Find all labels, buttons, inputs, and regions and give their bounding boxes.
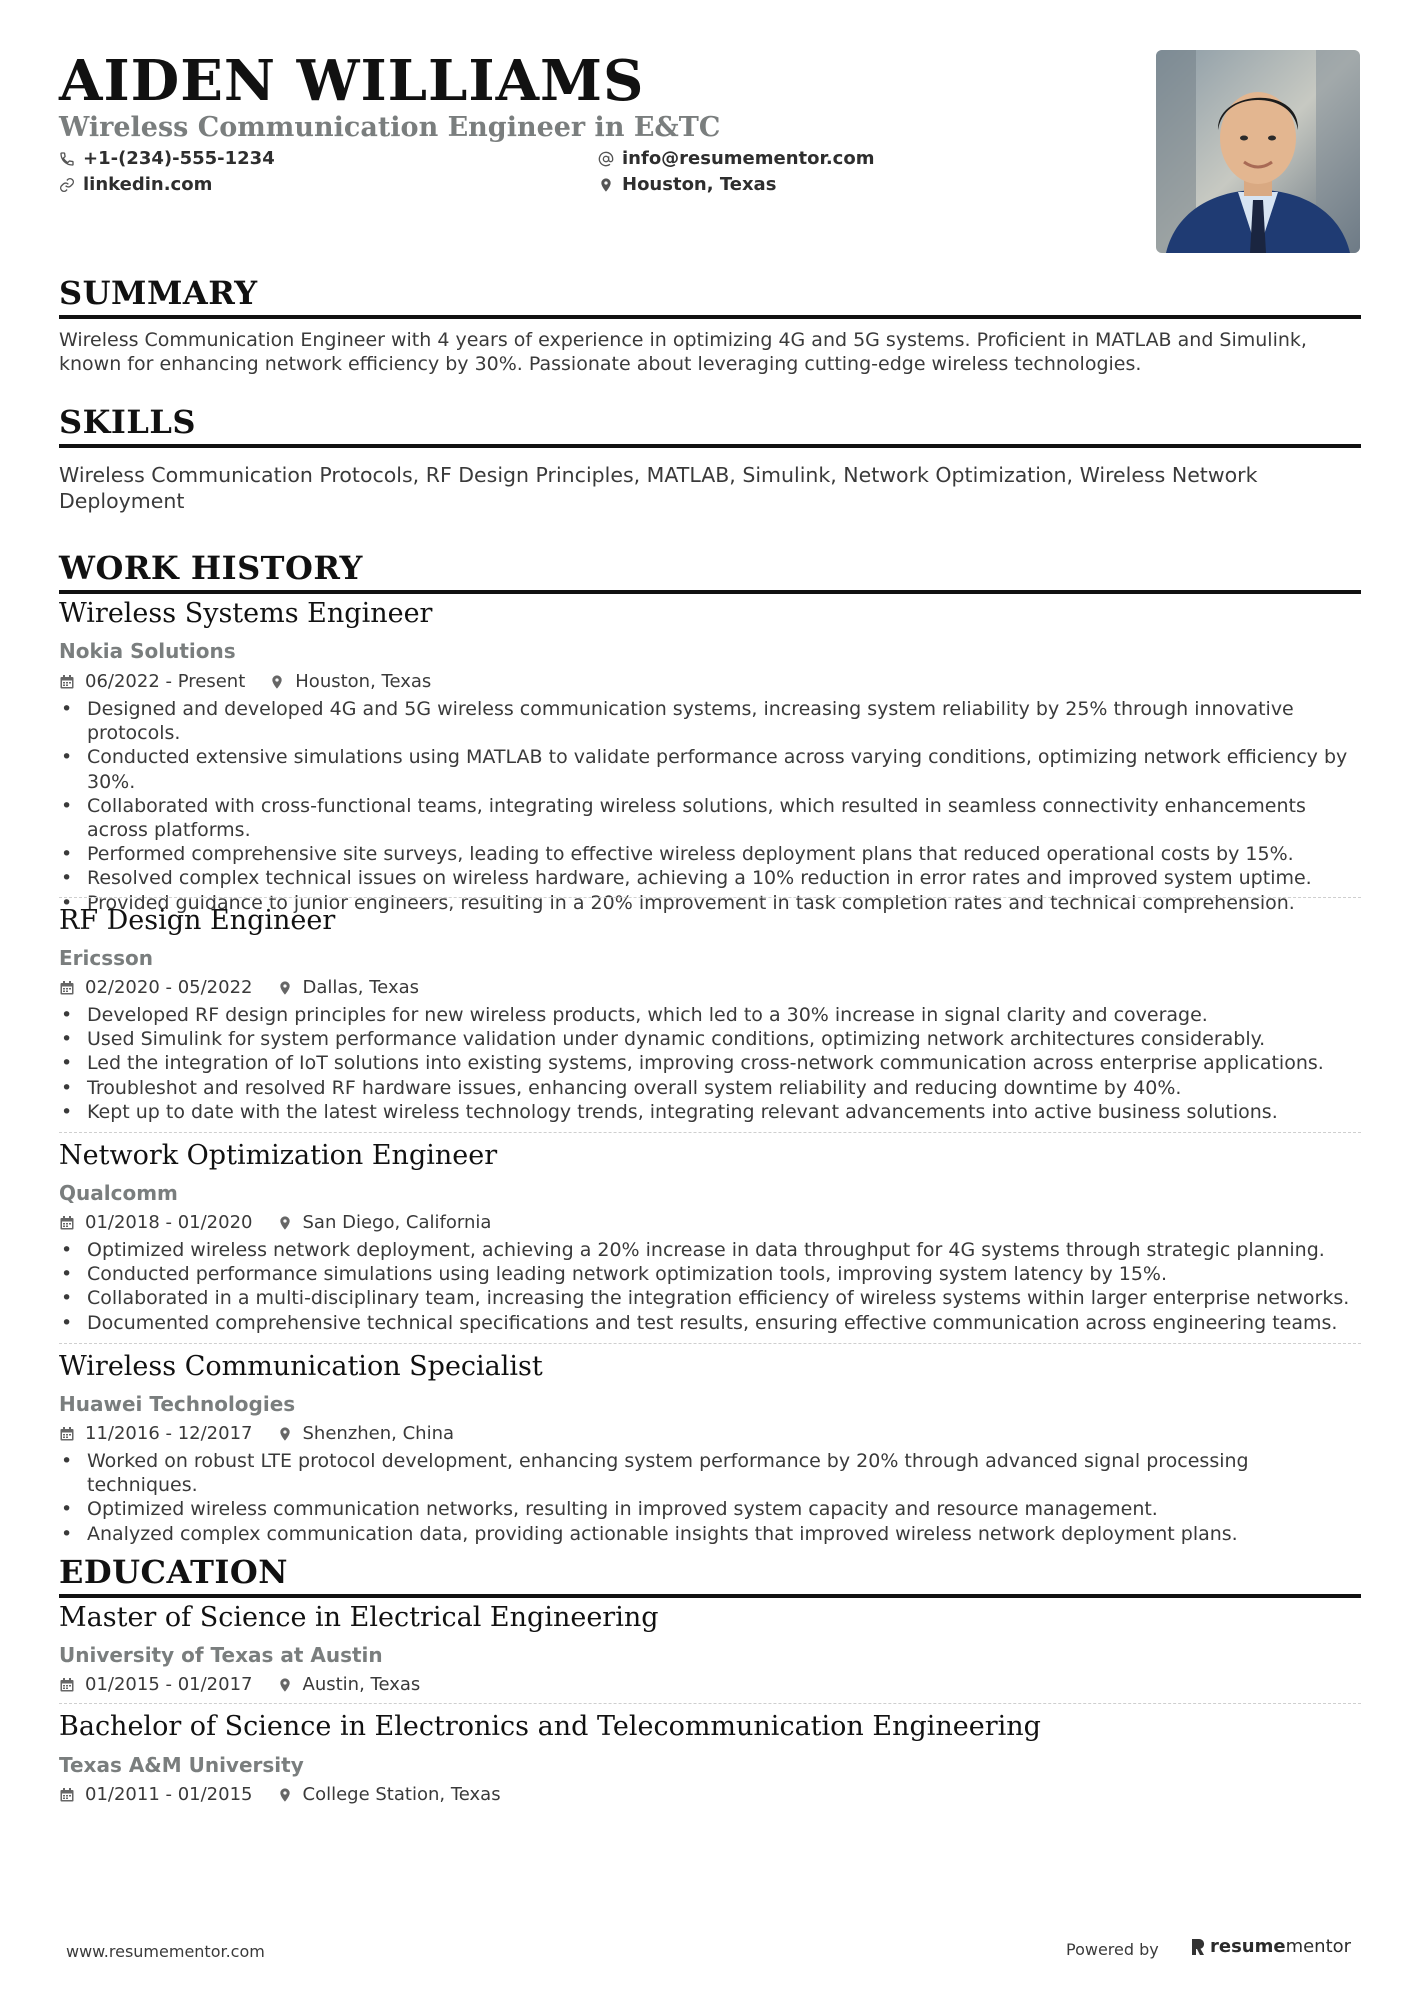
divider [59,1132,1361,1133]
job-meta [59,1422,454,1446]
at-icon [598,151,614,167]
list-item: • Led the integration of IoT solutions into existing systems, improving cross-network communication across enterprise applications. [59,1051,1361,1075]
job-dates: 01/2018 - 01/2020 [85,1212,253,1233]
footer-website[interactable]: www.resumementor.com [66,1942,265,1961]
list-item: • Collaborated in a multi-disciplinary team, increasing the integration efficiency of wireless systems within larger enterprise networks. [59,1286,1361,1310]
divider [59,897,1361,898]
skills-heading: SKILLS [59,402,1361,448]
list-item: • Worked on robust LTE protocol development, enhancing system performance by 20% through advanced signal processing techniques. [59,1449,1361,1497]
list-item: • Optimized wireless communication networks, resulting in improved system capacity and resource management. [59,1497,1361,1521]
list-item: • Conducted performance simulations using leading network optimization tools, improving system latency by 15%. [59,1262,1361,1286]
candidate-role: Wireless Communication Engineer in E&TC [59,112,721,143]
calendar-icon [59,980,75,996]
calendar-icon [59,674,75,690]
list-item: • Conducted extensive simulations using MATLAB to validate performance across varying conditions, optimizing network efficiency by 30%. [59,745,1361,793]
list-item: • Optimized wireless network deployment, achieving a 20% increase in data throughput for 4G systems through strategic planning. [59,1238,1361,1262]
list-item: • Performed comprehensive site surveys, leading to effective wireless deployment plans that reduced operational costs by 15%. [59,842,1361,866]
brand-logo[interactable] [1190,1936,1351,1957]
education-location: Austin, Texas [302,1674,421,1695]
company-name: Ericsson [59,946,154,970]
job-location: San Diego, California [302,1212,492,1233]
job-bullets [59,1003,1361,1124]
education-heading: EDUCATION [59,1552,1361,1598]
location-contact [598,173,776,197]
location-text: Houston, Texas [622,174,777,195]
education-dates: 01/2015 - 01/2017 [85,1674,253,1695]
school-name: Texas A&M University [59,1753,304,1777]
linkedin-contact [59,173,212,197]
phone-text[interactable]: +1-(234)-555-1234 [83,148,275,169]
summary-text: Wireless Communication Engineer with 4 years of experience in optimizing 4G and 5G systems. Proficient in MATLAB and Simulink, known for enhancing network efficiency by 30%. Passionate about leveraging cutting-edge wireless technologies. [59,329,1307,375]
calendar-icon [59,1787,75,1803]
education-meta [59,1673,420,1697]
powered-by-label: Powered by [1066,1940,1159,1959]
job-dates: 11/2016 - 12/2017 [85,1423,253,1444]
email-text[interactable]: info@resumementor.com [622,148,875,169]
calendar-icon [59,1215,75,1231]
location-pin-icon [277,1426,293,1442]
divider [59,1343,1361,1344]
job-bullets [59,1238,1361,1335]
list-item: • Provided guidance to junior engineers, resulting in a 20% improvement in task completion rates and technical comprehension. [59,891,1361,915]
list-item: • Collaborated with cross-functional teams, integrating wireless solutions, which resulted in seamless connectivity enhancements across platforms. [59,794,1361,842]
job-bullets [59,1449,1361,1546]
school-name: University of Texas at Austin [59,1643,383,1667]
location-pin-icon [269,674,285,690]
brand-light: mentor [1285,1936,1352,1957]
education-dates: 01/2011 - 01/2015 [85,1784,253,1805]
degree-title: Bachelor of Science in Electronics and Telecommunication Engineering [59,1711,1041,1742]
list-item: • Used Simulink for system performance validation under dynamic conditions, optimizing network architectures considerably. [59,1027,1361,1051]
job-meta [59,670,431,694]
location-pin-icon [277,1677,293,1693]
summary-heading: SUMMARY [59,273,1361,319]
company-name: Huawei Technologies [59,1392,296,1416]
company-name: Nokia Solutions [59,639,236,663]
job-meta [59,976,419,1000]
job-dates: 06/2022 - Present [85,671,246,692]
candidate-name: AIDEN WILLIAMS [59,48,645,114]
location-pin-icon [598,177,614,193]
job-location: Dallas, Texas [302,977,419,998]
brand-bold: resume [1210,1936,1286,1957]
linkedin-text[interactable]: linkedin.com [83,174,213,195]
job-title: Wireless Systems Engineer [59,598,433,629]
list-item: • Kept up to date with the latest wireless technology trends, integrating relevant advancements into active business solutions. [59,1100,1361,1124]
list-item: • Troubleshot and resolved RF hardware issues, enhancing overall system reliability and reducing downtime by 40%. [59,1076,1361,1100]
list-item: • Documented comprehensive technical specifications and test results, ensuring effective communication across engineering teams. [59,1311,1361,1335]
brand-logo-icon [1190,1937,1206,1957]
job-title: RF Design Engineer [59,905,336,936]
list-item: • Resolved complex technical issues on wireless hardware, achieving a 10% reduction in error rates and improved system uptime. [59,866,1361,890]
list-item: • Developed RF design principles for new wireless products, which led to a 30% increase in signal clarity and coverage. [59,1003,1361,1027]
job-title: Wireless Communication Specialist [59,1351,543,1382]
profile-photo [1156,50,1360,253]
phone-contact [59,147,275,171]
location-pin-icon [277,980,293,996]
job-location: Houston, Texas [295,671,432,692]
company-name: Qualcomm [59,1181,178,1205]
link-icon [59,177,75,193]
calendar-icon [59,1426,75,1442]
location-pin-icon [277,1787,293,1803]
degree-title: Master of Science in Electrical Engineering [59,1602,659,1633]
job-bullets [59,697,1361,915]
location-pin-icon [277,1215,293,1231]
list-item: • Designed and developed 4G and 5G wireless communication systems, increasing system reliability by 25% through innovative protocols. [59,697,1361,745]
calendar-icon [59,1677,75,1693]
job-location: Shenzhen, China [302,1423,455,1444]
job-dates: 02/2020 - 05/2022 [85,977,253,998]
skills-text: Wireless Communication Protocols, RF Design Principles, MATLAB, Simulink, Network Optimization, Wireless Network Deployment [59,463,1258,513]
education-location: College Station, Texas [302,1784,501,1805]
list-item: • Analyzed complex communication data, providing actionable insights that improved wireless network deployment plans. [59,1522,1361,1546]
email-contact [598,147,874,171]
job-meta [59,1211,491,1235]
divider [59,1703,1361,1704]
job-title: Network Optimization Engineer [59,1140,498,1171]
work-history-heading: WORK HISTORY [59,548,1361,594]
education-meta [59,1783,501,1807]
phone-icon [59,151,75,167]
